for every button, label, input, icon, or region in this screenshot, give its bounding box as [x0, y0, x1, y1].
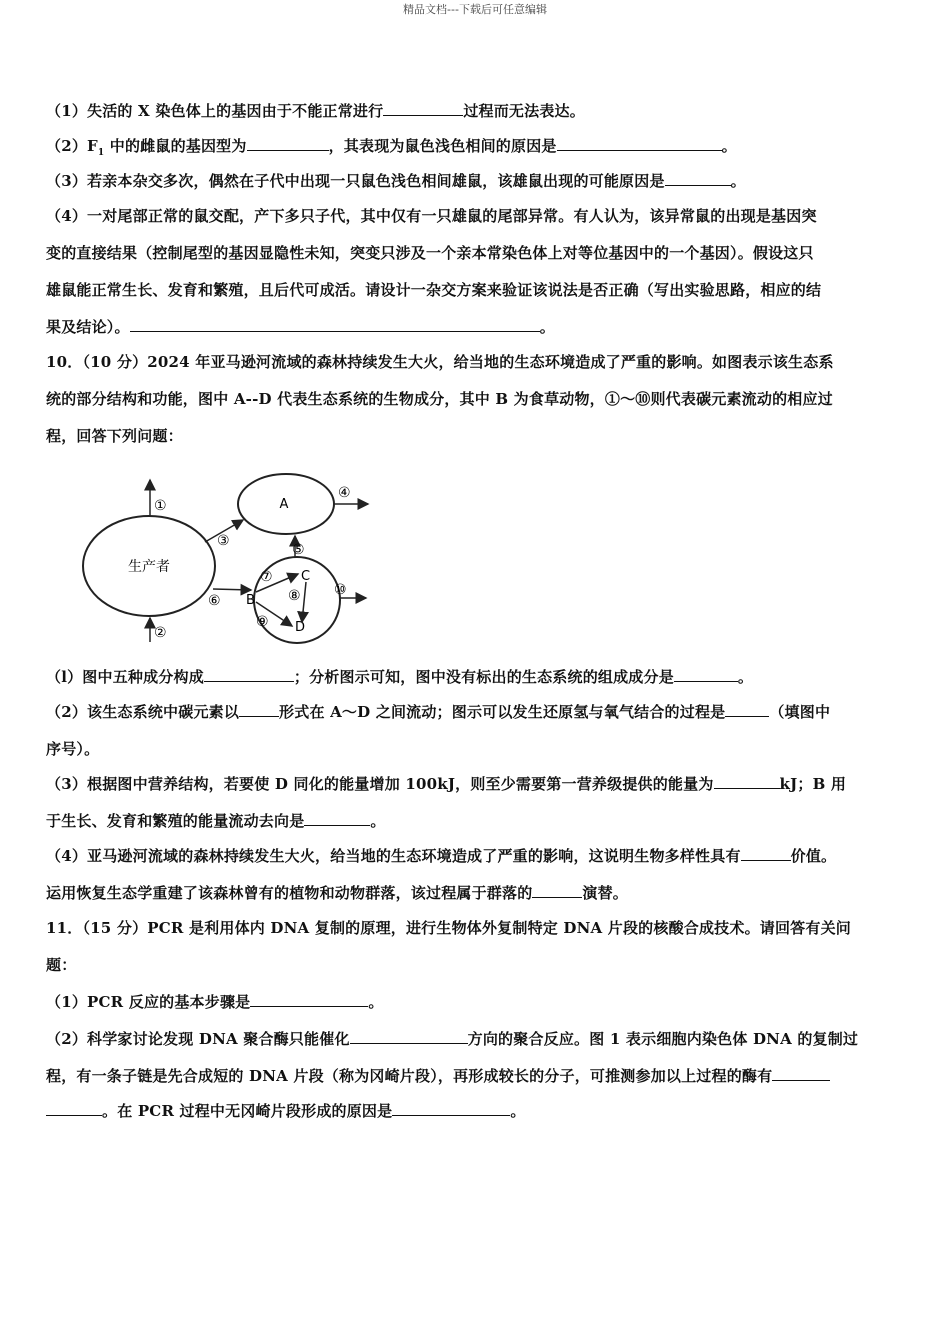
text-line [46, 992, 904, 1012]
line-text: （2）科学家讨论发现 DNA 聚合酶只能催化 [46, 1030, 350, 1048]
text-line [46, 883, 904, 903]
line-text: ；分析图示可知，图中没有标出的生态系统的组成成分是 [293, 668, 674, 686]
line-text: 于生长、发育和繁殖的能量流动去向是 [46, 812, 305, 830]
answer-blank[interactable] [665, 171, 731, 186]
label-3: ③ [217, 533, 230, 549]
answer-blank[interactable] [741, 846, 791, 861]
text-line [46, 1029, 904, 1049]
answer-blank[interactable] [204, 667, 294, 682]
text-line [46, 1101, 904, 1121]
text-line [46, 955, 904, 975]
text-line [46, 317, 904, 337]
line-text: 。 [730, 172, 746, 190]
ecosystem-diagram [70, 470, 370, 650]
text-line [46, 280, 904, 300]
label-8: ⑧ [288, 588, 301, 604]
line-text: 统的部分结构和功能，图中 A--D 代表生态系统的生物成分，其中 B 为食草动物，①～⑩则代表碳元素流动的相应过 [46, 390, 833, 408]
line-text: 雄鼠能正常生长、发育和繁殖，且后代可成活。请设计一杂交方案来验证该说法是否正确（写出实验思路，相应的结 [46, 281, 822, 299]
line-text: （1）PCR 反应的基本步骤是 [46, 993, 251, 1011]
text-line [46, 739, 904, 759]
line-text: 形式在 A～D 之间流动；图示可以发生还原氢与氧气结合的过程是 [279, 703, 726, 721]
answer-blank[interactable] [772, 1066, 830, 1081]
line-text: 。在 PCR 过程中无冈崎片段形成的原因是 [102, 1102, 393, 1120]
line-text: 。 [737, 668, 754, 686]
text-line [46, 1066, 904, 1086]
arrow-6 [213, 589, 251, 590]
line-text: 。 [370, 812, 386, 830]
answer-blank[interactable] [247, 136, 329, 151]
label-6: ⑥ [208, 593, 221, 609]
line-text: 。 [510, 1102, 526, 1120]
producer-label: 生产者 [128, 559, 170, 575]
text-line [46, 206, 904, 226]
line-text: 程，有一条子链是先合成短的 DNA 片段（称为冈崎片段），再形成较长的分子，可推测参加以上过程的酶有 [46, 1067, 773, 1085]
line-text: 演替。 [582, 884, 629, 902]
answer-blank[interactable] [714, 774, 780, 789]
answer-blank[interactable] [383, 101, 463, 116]
line-text: 序号）。 [46, 740, 100, 758]
answer-blank[interactable] [46, 1101, 102, 1116]
label-4: ④ [338, 485, 351, 501]
answer-blank[interactable] [239, 702, 279, 717]
line-text: 。 [368, 993, 384, 1011]
line-text: 运用恢复生态学重建了该森林曾有的植物和动物群落，该过程属于群落的 [46, 884, 533, 902]
label-7: ⑦ [260, 569, 273, 585]
page-header: 精品文档---下载后可任意编辑 [403, 3, 547, 16]
arrow-8 [302, 582, 306, 622]
a-label: A [279, 497, 289, 512]
line-text: 价值。 [790, 847, 837, 865]
line-text: （填图中 [769, 703, 831, 721]
line-text: （3）若亲本杂交多次，偶然在子代中出现一只鼠色浅色相间雄鼠，该雄鼠出现的可能原因是 [46, 172, 665, 190]
line-text: 方向的聚合反应。图 1 表示细胞内染色体 DNA 的复制过 [467, 1030, 859, 1048]
text-line [46, 171, 904, 191]
line-text: 果及结论）。 [46, 318, 130, 336]
text-line [46, 243, 904, 263]
text-line [46, 846, 904, 866]
label-1: ① [154, 498, 167, 514]
text-line [46, 101, 904, 121]
answer-blank[interactable] [725, 702, 769, 717]
text-line [46, 136, 904, 163]
answer-blank[interactable] [350, 1029, 468, 1044]
subscript: 1 [97, 148, 105, 158]
line-text: 程，回答下列问题： [46, 427, 183, 445]
line-text: （3）根据图中营养结构，若要使 D 同化的能量增加 100kJ，则至少需要第一营养级提供的能量为 [46, 775, 714, 793]
c-label: C [301, 569, 311, 584]
line-text: ，其表现为鼠色浅色相间的原因是 [328, 137, 557, 155]
label-5: ⑤ [292, 542, 305, 558]
label-9: ⑨ [256, 614, 269, 630]
d-label: D [295, 620, 306, 635]
text-line [46, 702, 904, 722]
b-label: B [246, 593, 255, 608]
label-2: ② [154, 625, 167, 641]
answer-blank[interactable] [304, 811, 370, 826]
answer-blank[interactable] [250, 992, 368, 1007]
text-line [46, 389, 904, 409]
line-text: （4）亚马逊河流域的森林持续发生大火，给当地的生态环境造成了严重的影响，这说明生物多样性具有 [46, 847, 741, 865]
text-line [46, 352, 904, 372]
line-text: （1）失活的 X 染色体上的基因由于不能正常进行 [46, 102, 384, 120]
answer-blank[interactable] [557, 136, 722, 151]
line-text: （l）图中五种成分构成 [46, 668, 204, 686]
line-text: 。 [721, 137, 737, 155]
text-line [46, 918, 904, 938]
text-line [46, 811, 904, 831]
line-text: （2）F [46, 137, 98, 155]
line-text: 变的直接结果（控制尾型的基因显隐性未知，突变只涉及一个亲本常染色体上对等位基因中的一个基因）。假设这只 [46, 244, 814, 262]
label-10: ⑩ [334, 582, 347, 598]
line-text: 题： [46, 956, 77, 974]
line-text: （4）一对尾部正常的鼠交配，产下多只子代，其中仅有一只雄鼠的尾部异常。有人认为，该异常鼠的出现是基因突 [46, 207, 817, 225]
line-text: 11．（15 分）PCR 是利用体内 DNA 复制的原理，进行生物体外复制特定 DNA 片段的核酸合成技术。请回答有关问 [46, 919, 851, 937]
line-text: 。 [539, 318, 555, 336]
line-text: kJ；B 用 [779, 775, 847, 793]
answer-blank[interactable] [130, 317, 540, 332]
line-text: 过程而无法表达。 [463, 102, 585, 120]
answer-blank[interactable] [674, 667, 738, 682]
answer-blank[interactable] [532, 883, 582, 898]
text-line [46, 667, 904, 687]
text-line [46, 774, 904, 794]
answer-blank[interactable] [392, 1101, 510, 1116]
text-line [46, 426, 904, 446]
line-text: 10．（10 分）2024 年亚马逊河流域的森林持续发生大火，给当地的生态环境造成了严重的影响。如图表示该生态系 [46, 353, 834, 371]
line-text: （2）该生态系统中碳元素以 [46, 703, 240, 721]
line-text: 中的雌鼠的基因型为 [104, 137, 247, 155]
